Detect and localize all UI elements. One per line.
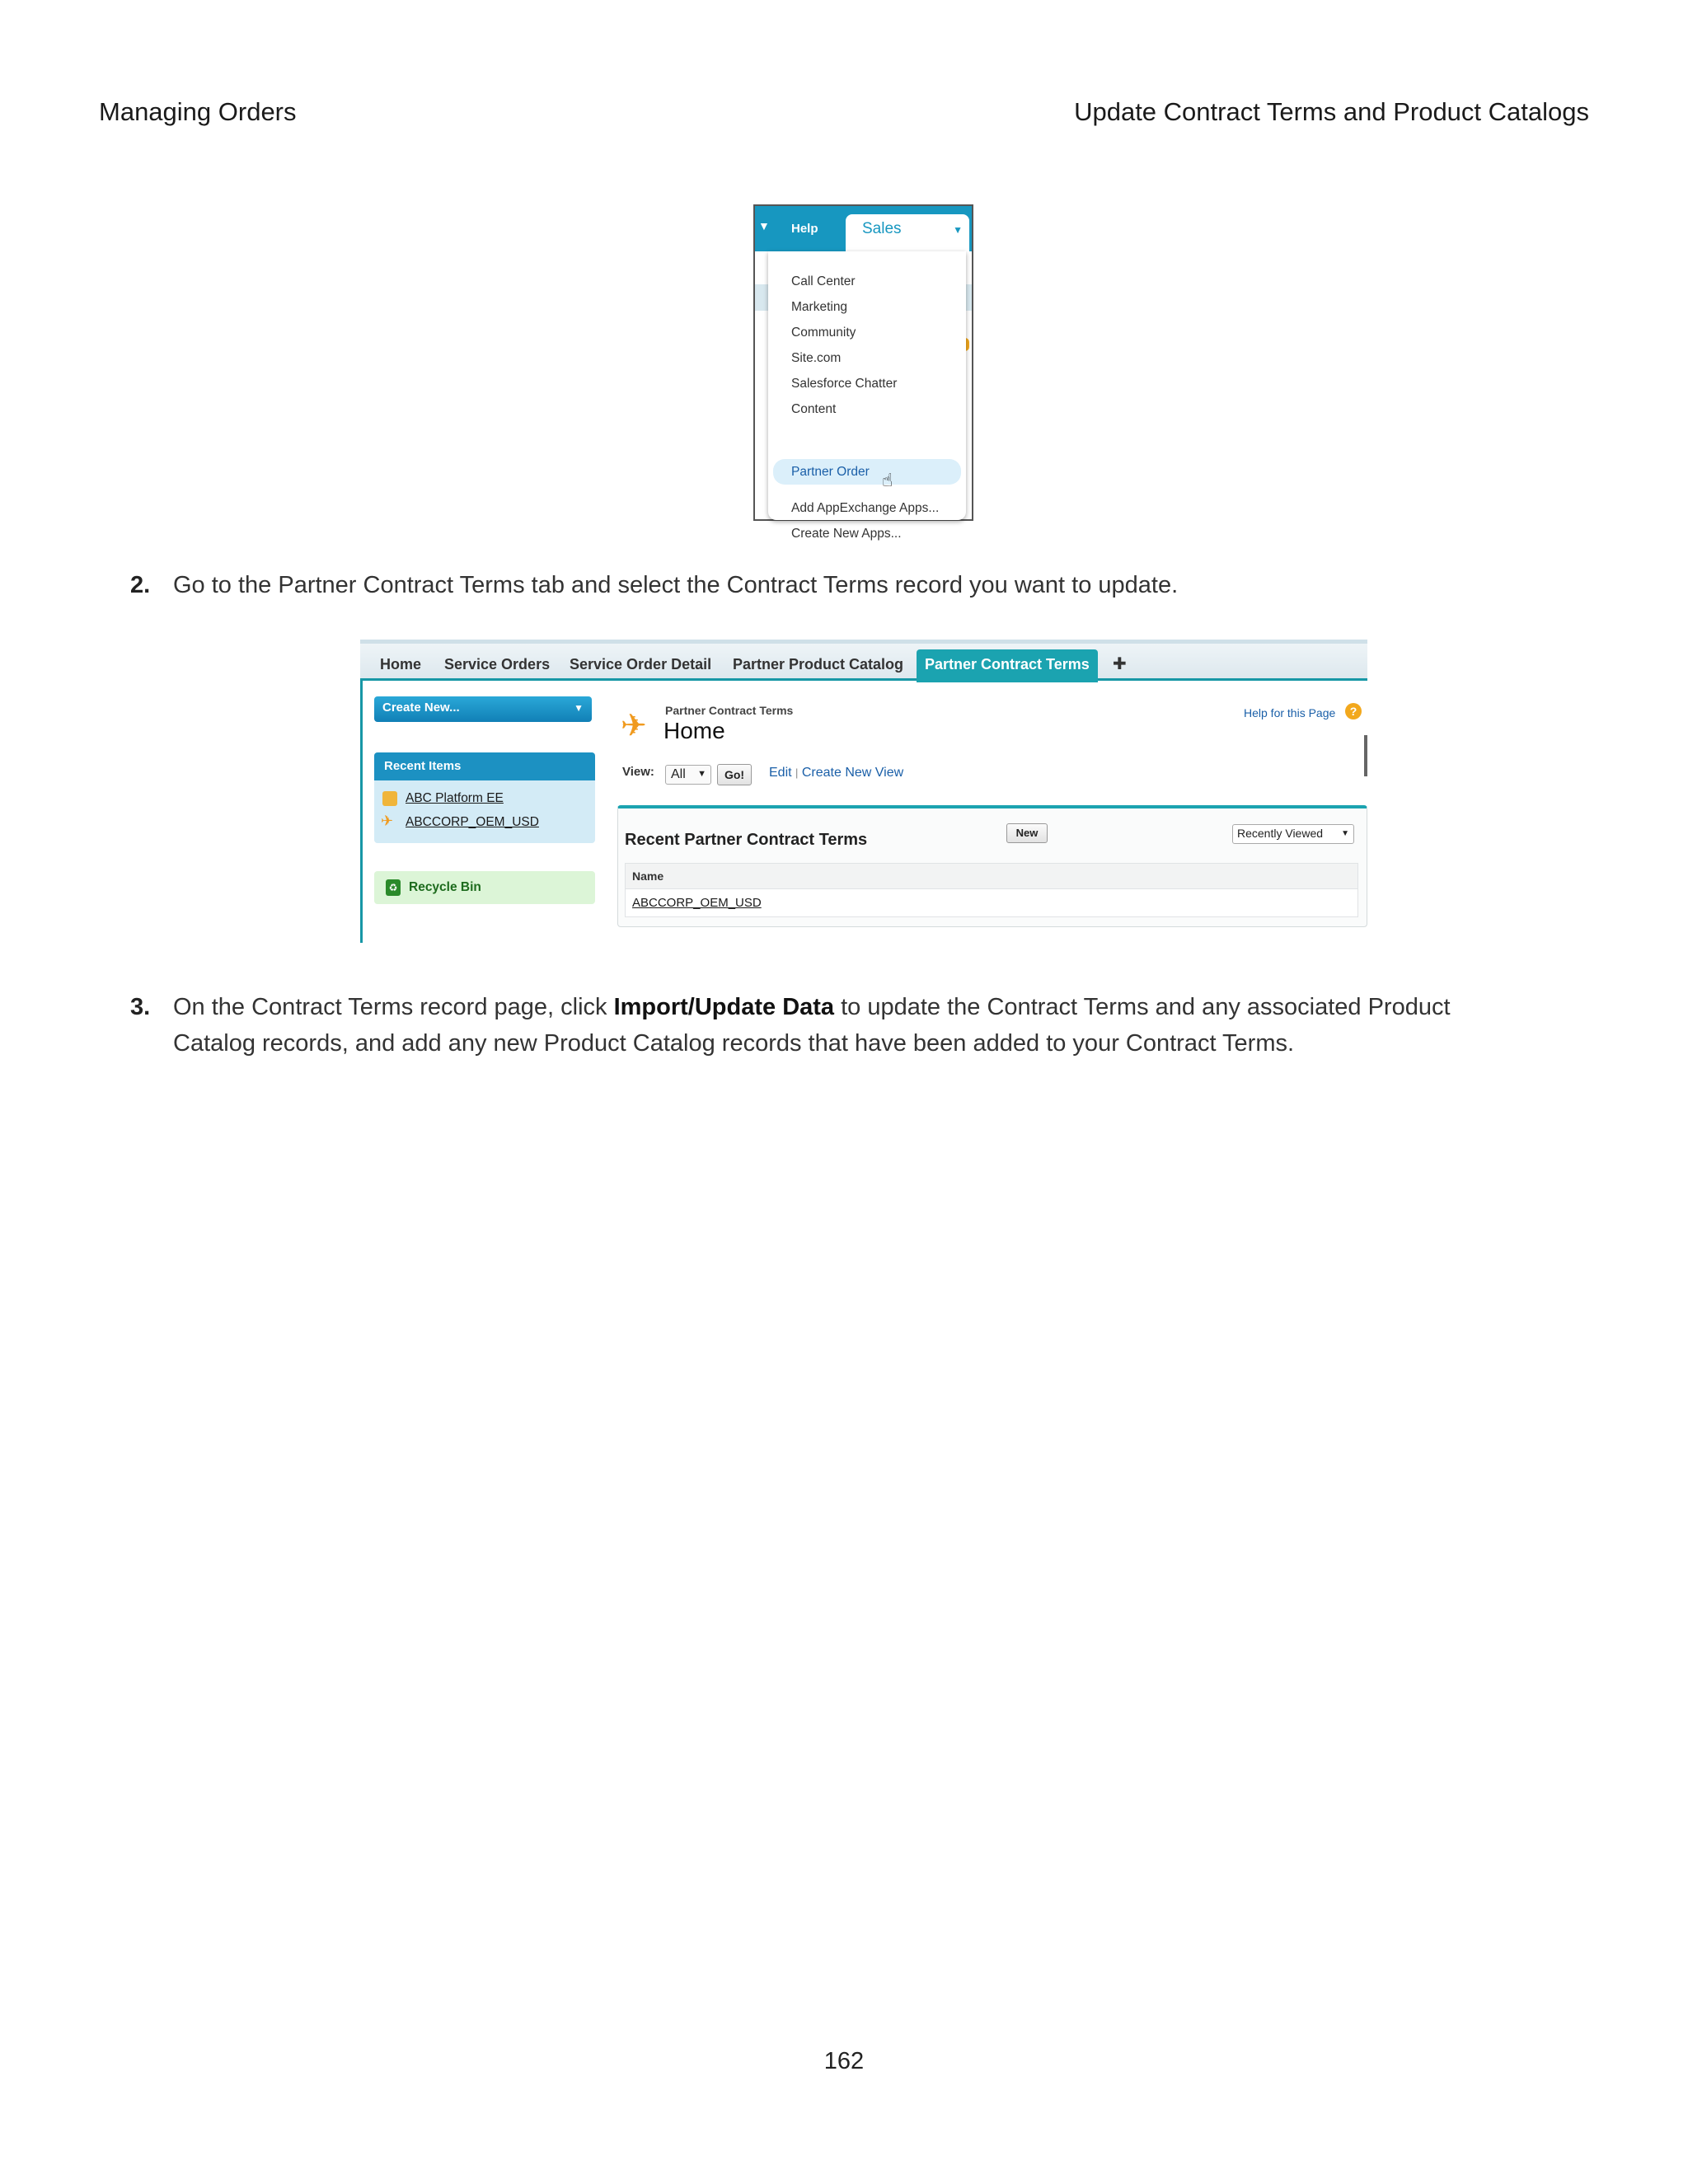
menu-item-salesforce-chatter[interactable]: Salesforce Chatter xyxy=(791,377,898,391)
chevron-down-icon: ▼ xyxy=(1341,829,1349,838)
view-links xyxy=(769,766,903,780)
help-link[interactable]: Help xyxy=(791,222,818,236)
recycle-bin-label: Recycle Bin xyxy=(409,880,481,894)
app-picker-button[interactable] xyxy=(846,214,969,251)
app-menu-dropdown xyxy=(768,251,966,541)
tab-partner-product-catalog[interactable]: Partner Product Catalog xyxy=(733,656,904,673)
hand-cursor-icon: ☝ xyxy=(882,470,893,490)
menu-item-community[interactable]: Community xyxy=(791,326,856,340)
help-icon[interactable]: ? xyxy=(1345,703,1362,719)
recently-viewed-value: Recently Viewed xyxy=(1237,827,1324,840)
create-new-dropdown[interactable] xyxy=(374,696,592,722)
tab-bar xyxy=(360,640,1367,681)
step-2 xyxy=(130,567,1525,603)
menu-item-add-appexchange-apps[interactable]: Add AppExchange Apps... xyxy=(791,501,940,515)
tab-home[interactable]: Home xyxy=(380,656,422,673)
contract-terms-screenshot xyxy=(360,640,1367,943)
recent-items-title: Recent Items xyxy=(374,752,595,780)
recently-viewed-select[interactable] xyxy=(1232,824,1354,844)
recent-records-panel xyxy=(617,805,1367,927)
object-label: Partner Contract Terms xyxy=(665,704,794,717)
link-separator: | xyxy=(795,766,799,779)
recycle-bin-icon: ♻ xyxy=(386,879,401,896)
page-number: 162 xyxy=(823,2048,865,2074)
chevron-down-icon: ▼ xyxy=(697,769,706,779)
recent-item-abc-platform-ee[interactable]: ABC Platform EE xyxy=(406,791,504,805)
edit-link[interactable]: Edit xyxy=(769,766,792,780)
step-3 xyxy=(130,989,1525,1062)
go-button[interactable]: Go! xyxy=(717,764,752,785)
tab-service-order-detail[interactable]: Service Order Detail xyxy=(570,656,712,673)
sidebar-rule xyxy=(360,681,363,943)
table-row[interactable]: ABCCORP_OEM_USD xyxy=(625,889,1358,917)
create-new-view-link[interactable]: Create New View xyxy=(801,766,904,780)
tab-partner-contract-terms[interactable]: Partner Contract Terms xyxy=(917,649,1098,682)
menu-item-site-com[interactable]: Site.com xyxy=(791,351,842,365)
new-button[interactable]: New xyxy=(1006,823,1048,843)
menu-item-call-center[interactable]: Call Center xyxy=(791,274,856,288)
view-label: View: xyxy=(622,765,654,779)
tab-service-orders[interactable]: Service Orders xyxy=(444,656,551,673)
view-select-value: All xyxy=(671,767,686,781)
step-number: 2. xyxy=(130,572,151,598)
table-header-name: Name xyxy=(625,863,1358,889)
menu-item-create-new-apps[interactable]: Create New Apps... xyxy=(791,527,902,541)
create-new-label: Create New... xyxy=(382,701,460,715)
menu-caret-icon[interactable]: ▼ xyxy=(758,219,770,232)
page-title: Home xyxy=(663,718,725,743)
recent-item-abccorp-oem-usd[interactable]: ABCCORP_OEM_USD xyxy=(406,815,539,829)
chevron-down-icon: ▼ xyxy=(953,224,963,236)
menu-item-content[interactable]: Content xyxy=(791,402,837,416)
step-text-before: On the Contract Terms record page, click xyxy=(173,994,614,1020)
running-header-left: Managing Orders xyxy=(99,97,297,126)
step-text: Go to the Partner Contract Terms tab and select the Contract Terms record you want to update. xyxy=(173,572,1179,598)
product-catalog-icon xyxy=(382,791,397,806)
import-update-data-label: Import/Update Data xyxy=(613,994,835,1020)
menu-item-marketing[interactable]: Marketing xyxy=(791,300,848,314)
recycle-bin[interactable] xyxy=(374,871,595,904)
current-app-label: Sales xyxy=(862,220,902,237)
step-text-after: to update the Contract Terms and any associated Product Catalog records, and add any new Product Catalog records that have been added to your Contract Terms. xyxy=(173,994,1451,1057)
chevron-down-icon: ▼ xyxy=(574,702,584,714)
contract-terms-icon: ✈ xyxy=(381,813,394,829)
panel-title: Recent Partner Contract Terms xyxy=(625,831,868,849)
recent-items-panel xyxy=(374,752,595,843)
running-header-right: Update Contract Terms and Product Catalogs xyxy=(1074,97,1589,126)
plus-icon[interactable]: ✚ xyxy=(1113,655,1127,673)
view-select[interactable] xyxy=(665,765,711,785)
app-menu-screenshot xyxy=(753,204,973,541)
scrollbar[interactable] xyxy=(1364,735,1367,776)
contract-terms-object-icon: ✈ xyxy=(621,709,647,743)
step-number: 3. xyxy=(130,994,151,1020)
help-for-page-link[interactable]: Help for this Page xyxy=(1244,706,1336,719)
menu-item-partner-order[interactable]: Partner Order xyxy=(791,465,870,479)
